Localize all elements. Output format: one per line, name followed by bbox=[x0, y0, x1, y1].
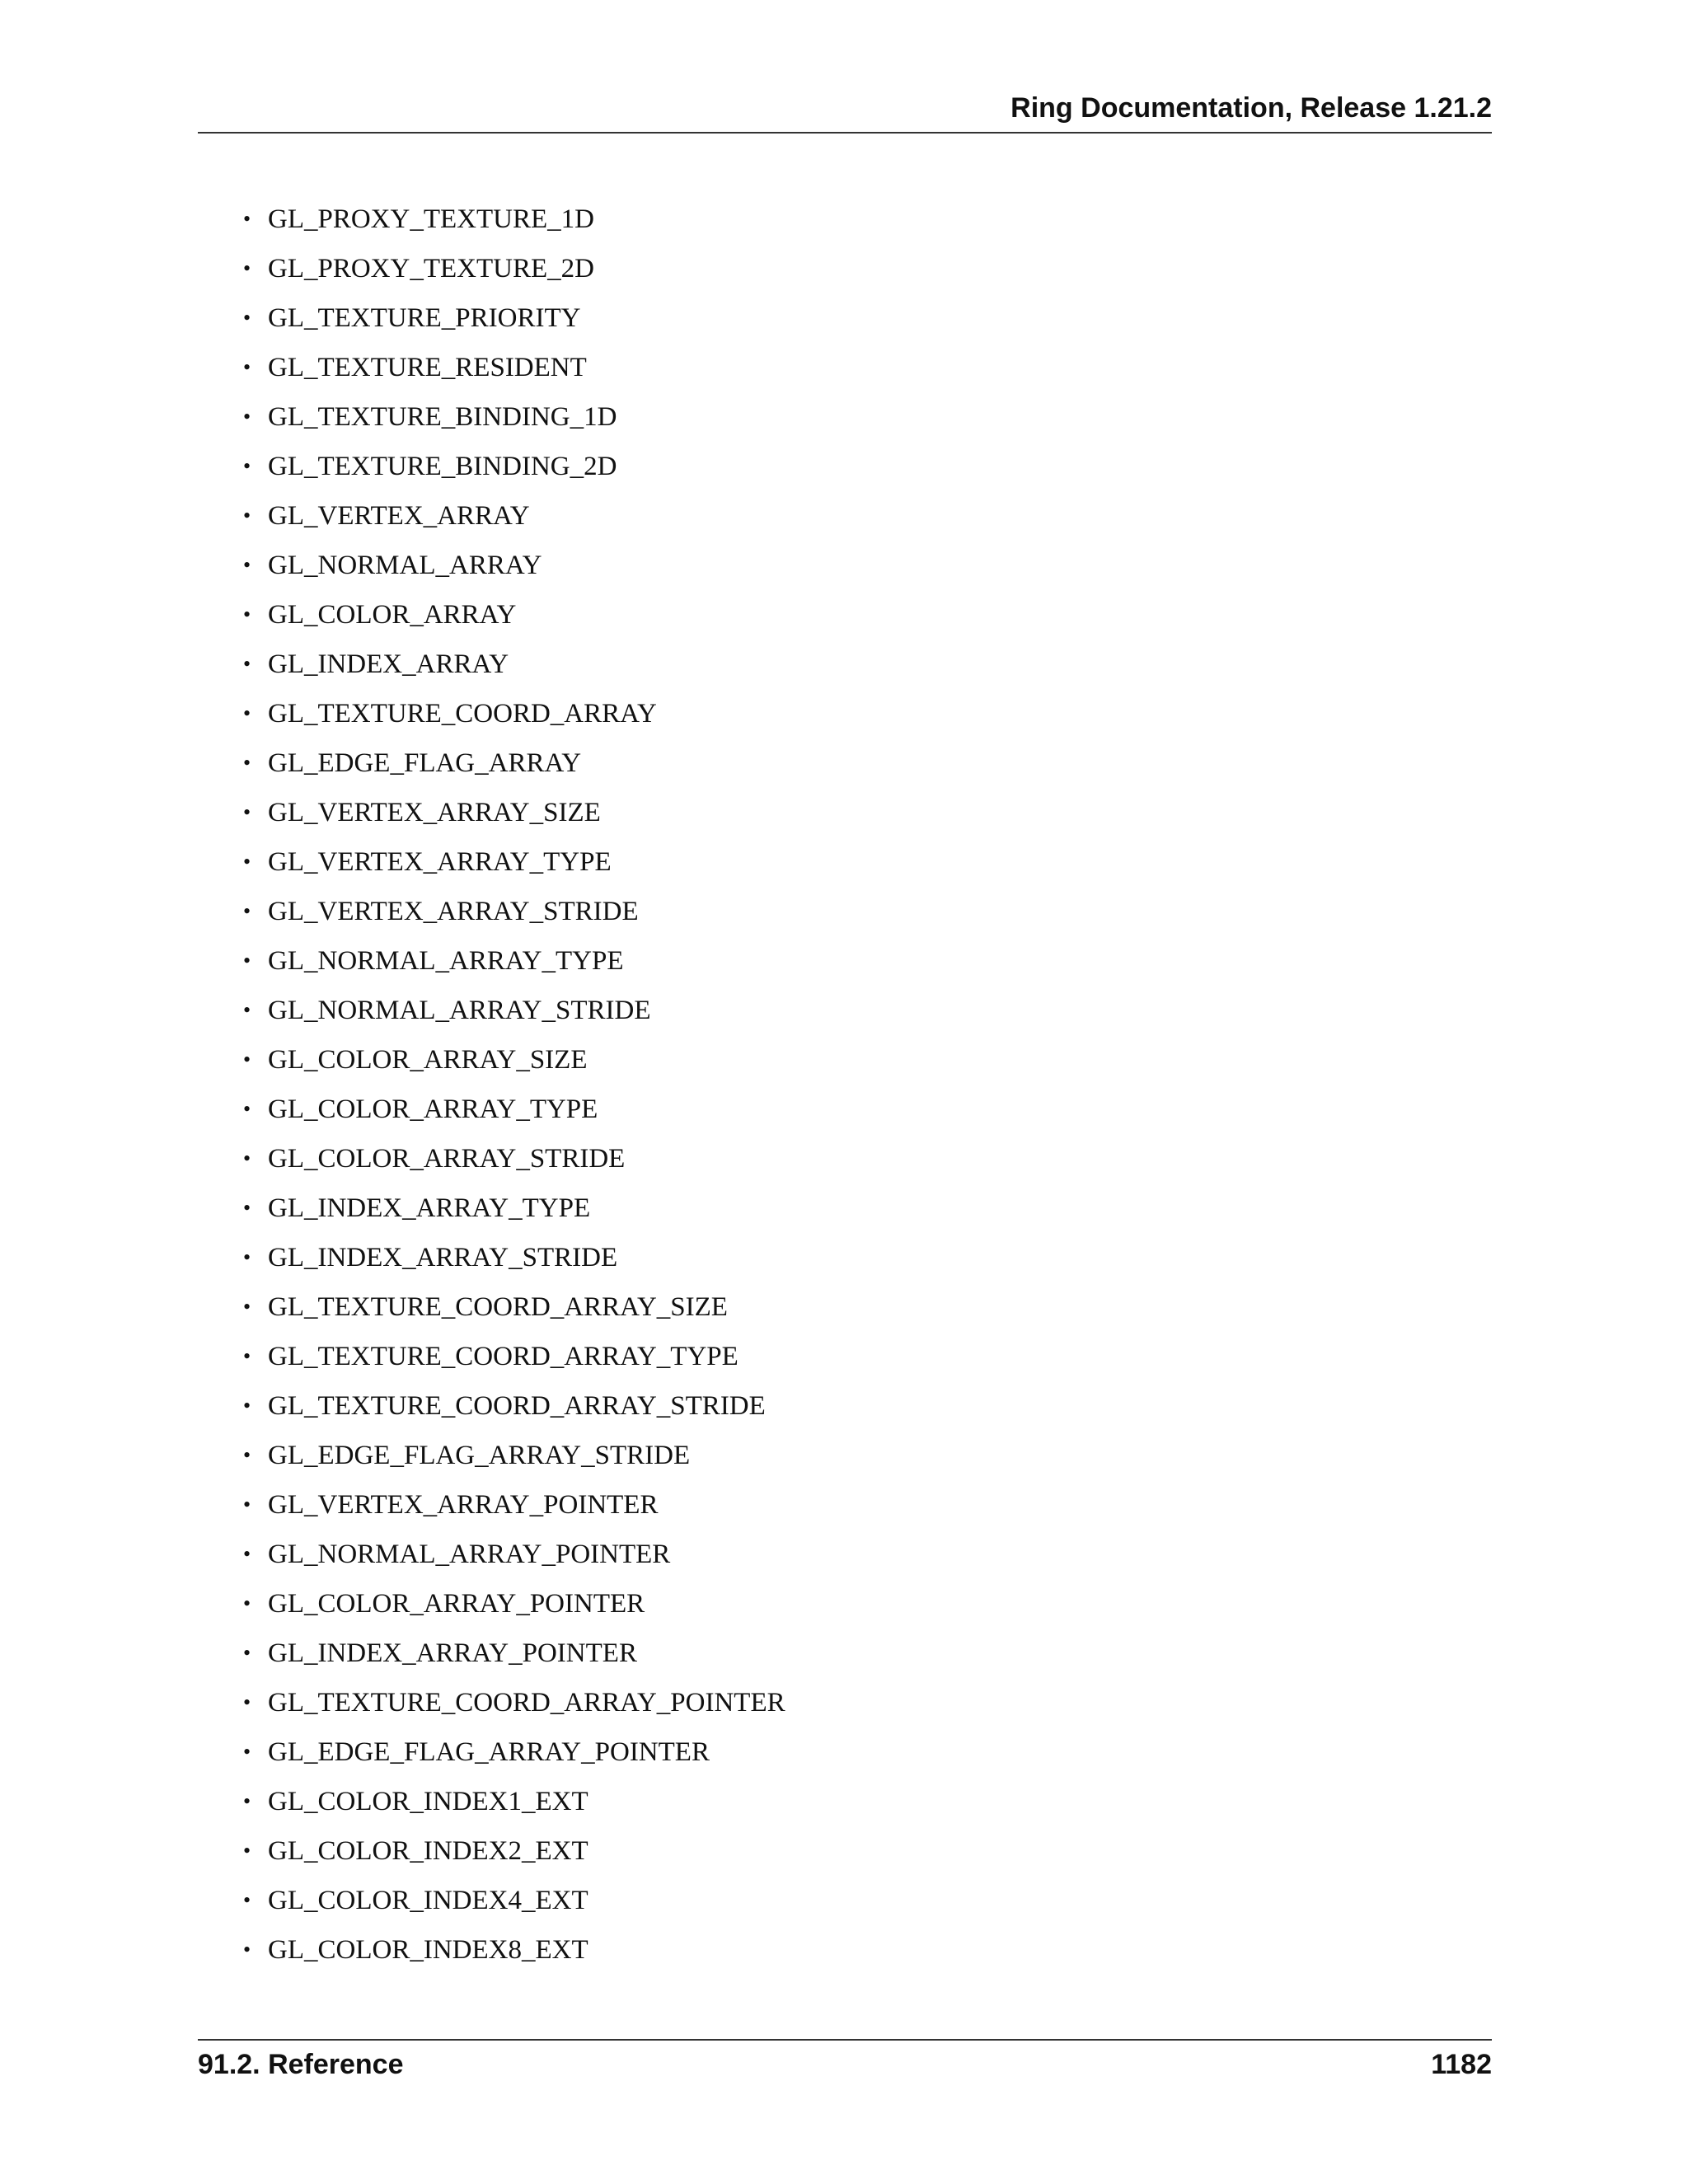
bullet-icon: • bbox=[243, 256, 251, 280]
bullet-icon: • bbox=[243, 1493, 251, 1516]
list-item bbox=[243, 738, 785, 788]
constant-name: GL_TEXTURE_COORD_ARRAY bbox=[268, 699, 657, 729]
constant-name: GL_COLOR_INDEX8_EXT bbox=[268, 1935, 588, 1965]
constant-name: GL_TEXTURE_COORD_ARRAY_TYPE bbox=[268, 1342, 738, 1371]
list-item bbox=[243, 392, 785, 442]
bullet-icon: • bbox=[243, 1146, 251, 1170]
list-item bbox=[243, 1431, 785, 1480]
list-item bbox=[243, 1134, 785, 1183]
constant-name: GL_COLOR_INDEX4_EXT bbox=[268, 1886, 588, 1915]
list-item bbox=[243, 640, 785, 689]
bullet-icon: • bbox=[243, 207, 251, 231]
constant-name: GL_NORMAL_ARRAY_TYPE bbox=[268, 946, 624, 976]
bullet-icon: • bbox=[243, 1888, 251, 1912]
constant-name: GL_VERTEX_ARRAY_TYPE bbox=[268, 847, 612, 877]
section-label: 91.2. Reference bbox=[198, 2049, 404, 2080]
bullet-icon: • bbox=[243, 998, 251, 1022]
bullet-icon: • bbox=[243, 1097, 251, 1121]
constant-name: GL_PROXY_TEXTURE_1D bbox=[268, 204, 594, 234]
constant-name: GL_TEXTURE_COORD_ARRAY_STRIDE bbox=[268, 1391, 766, 1421]
bullet-icon: • bbox=[243, 454, 251, 478]
constant-name: GL_VERTEX_ARRAY_STRIDE bbox=[268, 897, 639, 926]
list-item bbox=[243, 1530, 785, 1579]
bullet-icon: • bbox=[243, 850, 251, 874]
list-item bbox=[243, 1085, 785, 1134]
document-title: Ring Documentation, Release 1.21.2 bbox=[1010, 92, 1492, 124]
bullet-icon: • bbox=[243, 504, 251, 527]
constant-list bbox=[243, 194, 785, 1975]
bullet-icon: • bbox=[243, 1443, 251, 1467]
list-item bbox=[243, 1826, 785, 1876]
constant-name: GL_NORMAL_ARRAY_STRIDE bbox=[268, 996, 651, 1025]
bullet-icon: • bbox=[243, 1542, 251, 1566]
list-item bbox=[243, 442, 785, 491]
list-item bbox=[243, 541, 785, 590]
bullet-icon: • bbox=[243, 701, 251, 725]
bullet-icon: • bbox=[243, 1295, 251, 1319]
list-item bbox=[243, 1183, 785, 1233]
list-item bbox=[243, 1629, 785, 1678]
constant-name: GL_COLOR_INDEX1_EXT bbox=[268, 1787, 588, 1816]
list-item bbox=[243, 1332, 785, 1381]
bullet-icon: • bbox=[243, 355, 251, 379]
list-item bbox=[243, 1035, 785, 1085]
page-footer bbox=[198, 2039, 1492, 2083]
constant-name: GL_NORMAL_ARRAY_POINTER bbox=[268, 1540, 671, 1569]
list-item bbox=[243, 491, 785, 541]
list-item bbox=[243, 1381, 785, 1431]
list-item bbox=[243, 1579, 785, 1629]
constant-name: GL_PROXY_TEXTURE_2D bbox=[268, 254, 594, 284]
list-item bbox=[243, 1727, 785, 1777]
bullet-icon: • bbox=[243, 1839, 251, 1863]
list-item bbox=[243, 986, 785, 1035]
bullet-icon: • bbox=[243, 1344, 251, 1368]
list-item bbox=[243, 689, 785, 738]
constant-name: GL_VERTEX_ARRAY_POINTER bbox=[268, 1490, 659, 1520]
list-item bbox=[243, 887, 785, 936]
page-header bbox=[198, 89, 1492, 134]
bullet-icon: • bbox=[243, 1740, 251, 1764]
constant-name: GL_TEXTURE_PRIORITY bbox=[268, 303, 581, 333]
bullet-icon: • bbox=[243, 1789, 251, 1813]
bullet-icon: • bbox=[243, 306, 251, 330]
constant-name: GL_INDEX_ARRAY_STRIDE bbox=[268, 1243, 618, 1272]
constant-name: GL_INDEX_ARRAY_POINTER bbox=[268, 1638, 637, 1668]
constant-name: GL_EDGE_FLAG_ARRAY_STRIDE bbox=[268, 1441, 691, 1470]
bullet-icon: • bbox=[243, 1245, 251, 1269]
constant-name: GL_VERTEX_ARRAY_SIZE bbox=[268, 798, 601, 827]
bullet-icon: • bbox=[243, 1690, 251, 1714]
bullet-icon: • bbox=[243, 949, 251, 972]
list-item bbox=[243, 293, 785, 343]
bullet-icon: • bbox=[243, 1641, 251, 1665]
constant-name: GL_COLOR_ARRAY_TYPE bbox=[268, 1094, 598, 1124]
list-item bbox=[243, 1282, 785, 1332]
bullet-icon: • bbox=[243, 899, 251, 923]
constant-name: GL_VERTEX_ARRAY bbox=[268, 501, 530, 531]
constant-name: GL_COLOR_ARRAY_POINTER bbox=[268, 1589, 645, 1619]
constant-name: GL_COLOR_ARRAY bbox=[268, 600, 517, 630]
bullet-icon: • bbox=[243, 800, 251, 824]
bullet-icon: • bbox=[243, 652, 251, 676]
list-item bbox=[243, 590, 785, 640]
list-item bbox=[243, 343, 785, 392]
list-item bbox=[243, 788, 785, 837]
constant-name: GL_TEXTURE_BINDING_2D bbox=[268, 452, 617, 481]
constant-name: GL_EDGE_FLAG_ARRAY_POINTER bbox=[268, 1737, 710, 1767]
list-item bbox=[243, 936, 785, 986]
list-item bbox=[243, 1233, 785, 1282]
constant-name: GL_EDGE_FLAG_ARRAY bbox=[268, 748, 582, 778]
bullet-icon: • bbox=[243, 553, 251, 577]
constant-name: GL_TEXTURE_COORD_ARRAY_SIZE bbox=[268, 1292, 728, 1322]
bullet-icon: • bbox=[243, 1591, 251, 1615]
bullet-icon: • bbox=[243, 751, 251, 775]
constant-name: GL_TEXTURE_RESIDENT bbox=[268, 353, 587, 382]
list-item bbox=[243, 1925, 785, 1975]
list-item bbox=[243, 244, 785, 293]
constant-name: GL_INDEX_ARRAY_TYPE bbox=[268, 1193, 591, 1223]
constant-name: GL_COLOR_INDEX2_EXT bbox=[268, 1836, 588, 1866]
bullet-icon: • bbox=[243, 1938, 251, 1961]
bullet-icon: • bbox=[243, 1047, 251, 1071]
bullet-icon: • bbox=[243, 405, 251, 429]
list-item bbox=[243, 1876, 785, 1925]
constant-name: GL_TEXTURE_COORD_ARRAY_POINTER bbox=[268, 1688, 785, 1718]
constant-name: GL_TEXTURE_BINDING_1D bbox=[268, 402, 617, 432]
list-item bbox=[243, 1480, 785, 1530]
constant-name: GL_COLOR_ARRAY_SIZE bbox=[268, 1045, 588, 1075]
bullet-icon: • bbox=[243, 1196, 251, 1220]
list-item bbox=[243, 194, 785, 244]
constant-name: GL_NORMAL_ARRAY bbox=[268, 551, 542, 580]
constant-name: GL_COLOR_ARRAY_STRIDE bbox=[268, 1144, 626, 1174]
bullet-icon: • bbox=[243, 1394, 251, 1418]
constant-name: GL_INDEX_ARRAY bbox=[268, 649, 509, 679]
page-number: 1182 bbox=[1431, 2049, 1492, 2080]
list-item bbox=[243, 837, 785, 887]
list-item bbox=[243, 1777, 785, 1826]
list-item bbox=[243, 1678, 785, 1727]
bullet-icon: • bbox=[243, 602, 251, 626]
